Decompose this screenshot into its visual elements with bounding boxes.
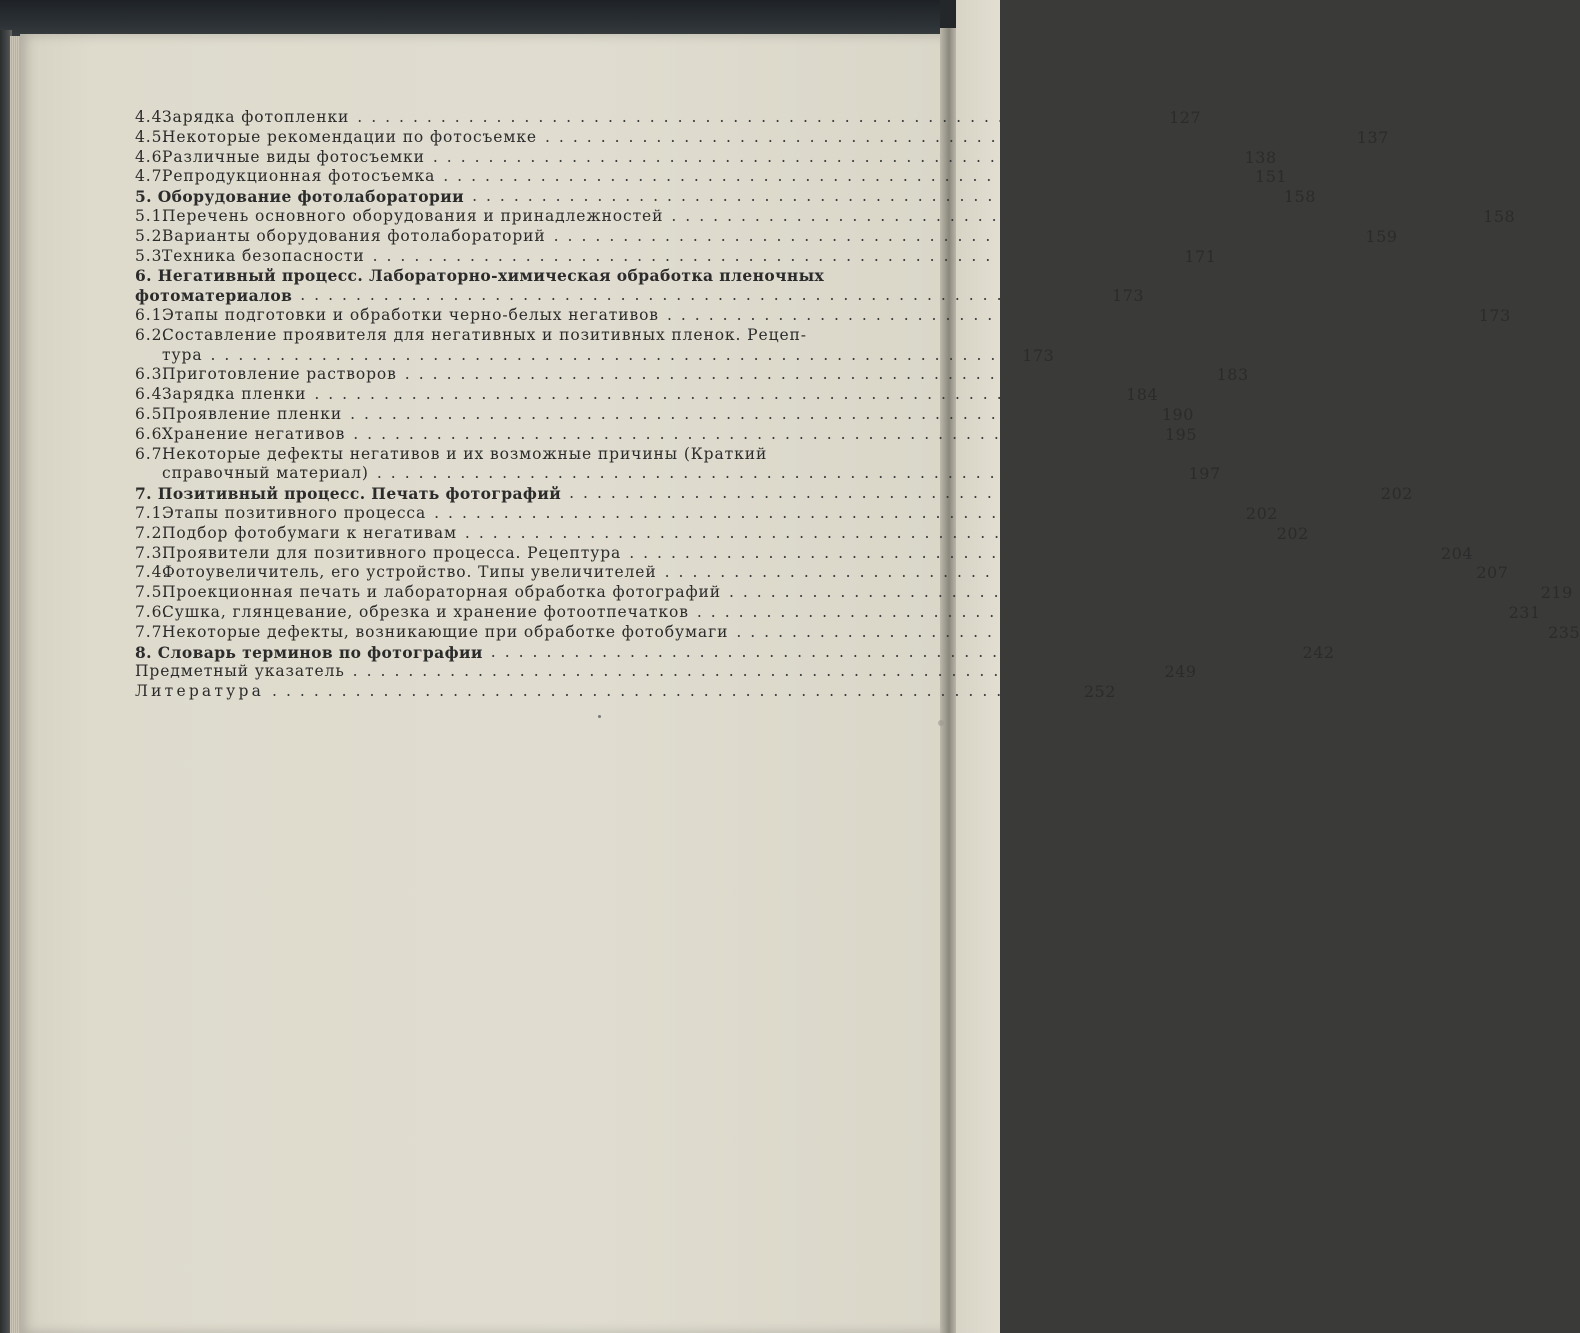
toc-entry: 5.2. Варианты оборудования фотолабораторий .......................................................... 159	[135, 226, 1398, 246]
toc-entry: 5.3. Техника безопасности .......................................................... 171	[135, 246, 1217, 266]
toc-entry: 7.1. Этапы позитивного процесса .......................................................... 202	[135, 503, 1278, 523]
toc-entry: 7.2 Подбор фотобумаги к негативам .......................................................... 202	[135, 523, 1309, 543]
toc-entry: Литература .......................................................... 252	[135, 682, 1116, 702]
toc-entry: Предметный указатель .......................................................... 249	[135, 662, 1197, 682]
toc-entry-continued: тура .......................................................... 173	[162, 345, 1055, 365]
toc-chapter: 5. Оборудование фотолаборатории .......................................................... 158	[135, 187, 1316, 207]
toc-entry: 6.2. Составление проявителя для негативных и позитивных пленок. Рецеп-	[135, 325, 807, 344]
paper-speck	[598, 715, 601, 718]
toc-entry: 6.4. Зарядка пленки .......................................................... 184	[135, 385, 1159, 405]
toc-entry: 5.1. Перечень основного оборудования и принадлежностей .......................................................... 158	[135, 206, 1516, 226]
toc-entry: 7.7. Некоторые дефекты, возникающие при обработке фотобумаги .......................................................... 235	[135, 622, 1580, 642]
toc-entry: 6.6. Хранение негативов .......................................................... 195	[135, 424, 1198, 444]
toc-entry: 7.6. Сушка, глянцевание, обрезка и хранение фотоотпечатков .......................................................... 231	[135, 602, 1541, 622]
toc-entry: 4.7. Репродукционная фотосъемка .......................................................... 151	[135, 167, 1288, 187]
toc-entry: 6.7. Некоторые дефекты негативов и их возможные причины (Краткий	[135, 444, 768, 463]
toc-entry: 6.1. Этапы подготовки и обработки черно-белых негативов .......................................................... 173	[135, 305, 1511, 325]
toc-entry: 4.5. Некоторые рекомендации по фотосъемке .......................................................... 137	[135, 127, 1389, 147]
toc-entry: 7.5. Проекционная печать и лабораторная обработка фотографий .......................................................... 219	[135, 583, 1573, 603]
toc-entry: 7.3. Проявители для позитивного процесса. Рецептура .......................................................... 204	[135, 543, 1474, 563]
toc-entry: 4.6. Различные виды фотосъемки .......................................................... 138	[135, 147, 1277, 167]
toc-chapter: 7. Позитивный процесс. Печать фотографий .......................................................... 202	[135, 484, 1413, 504]
toc-entry: 7.4. Фотоувеличитель, его устройство. Типы увеличителей .......................................................... 207	[135, 563, 1509, 583]
toc-entry: 6.3. Приготовление растворов .......................................................... 183	[135, 365, 1249, 385]
toc-chapter: 6. Негативный процесс. Лабораторно-химическая обработка пленочных	[135, 266, 825, 286]
toc-chapter: 8. Словарь терминов по фотографии .......................................................... 242	[135, 642, 1335, 662]
toc-entry: 6.5. Проявление пленки .......................................................... 190	[135, 404, 1194, 424]
toc-entry-continued: справочный материал) .......................................................... 197	[162, 464, 1221, 484]
table-of-contents	[135, 108, 1580, 702]
toc-entry: 4.4. Зарядка фотопленки .......................................................... 127	[135, 108, 1202, 127]
paper-stain	[938, 720, 944, 726]
toc-chapter-continued: фотоматериалов .......................................................... 173	[135, 286, 1145, 306]
